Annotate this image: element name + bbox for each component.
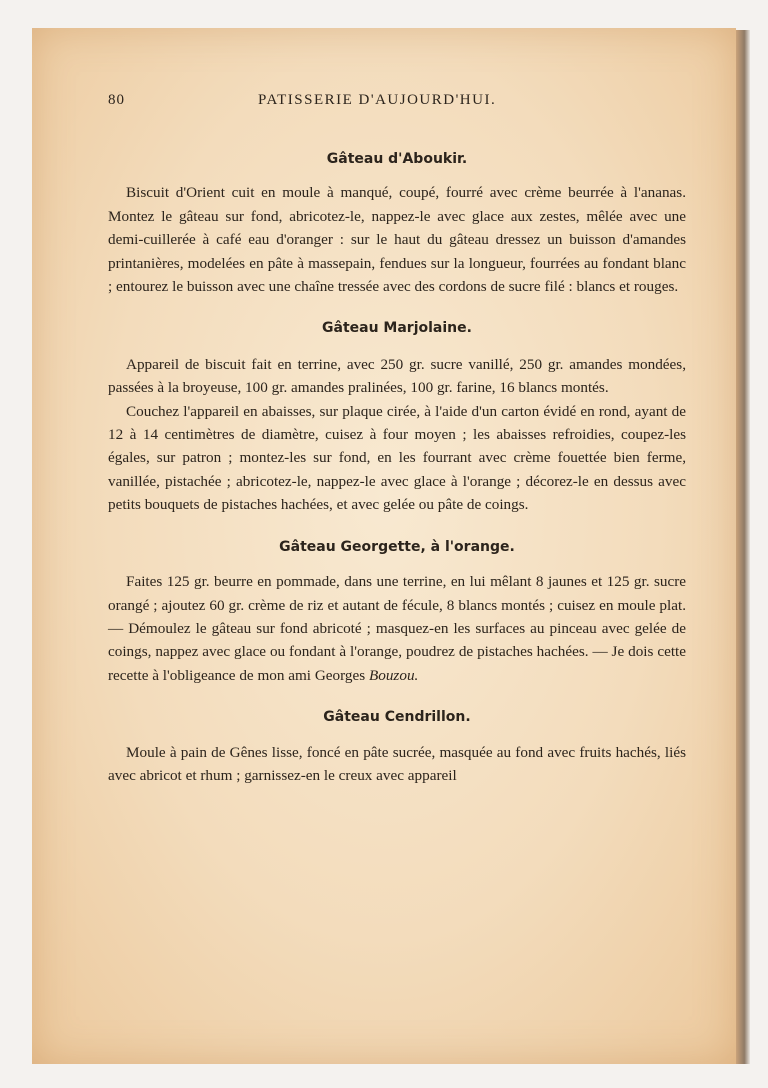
recipe-title: Gâteau Cendrillon. bbox=[323, 709, 471, 726]
page-number: 80 bbox=[108, 92, 125, 108]
book-spine-edge bbox=[736, 30, 750, 1064]
recipe-section-aboukir bbox=[108, 148, 686, 298]
recipe-paragraph: Appareil de biscuit fait en terrine, avec 250 gr. sucre vanillé, 250 gr. amandes mondées, passées à la broyeuse, 100 gr. amandes pralinées, 100 gr. farine, 16 blancs montés. bbox=[108, 355, 686, 397]
recipe-title: Gâteau d'Aboukir. bbox=[326, 151, 468, 167]
recipe-paragraph: Moule à pain de Gênes lisse, foncé en pâte sucrée, masquée au fond avec fruits hachés, liés avec abricot et rhum ; garnissez-en le creux avec appareil bbox=[108, 743, 686, 784]
recipe-section-marjolaine bbox=[108, 317, 686, 516]
recipe-title: Gâteau Georgette, à l'orange. bbox=[279, 538, 515, 555]
recipe-credit-name: Bouzou. bbox=[368, 666, 419, 684]
recipe-section-cendrillon bbox=[108, 706, 686, 787]
recipe-section-georgette bbox=[108, 536, 686, 687]
recipe-text: Faites 125 gr. beurre en pommade, dans une terrine, en lui mêlant 8 jaunes et 125 gr. sucre orangé ; ajoutez 60 gr. crème de riz et autant de fécule, 8 blancs montés ; cuisez en moule plat. — Démoulez le gâteau sur fond abricoté ; masquez-en les surfaces au pinceau avec gelée de coings, nappez avec glace ou fondant à l'orange, poudrez de pistaches hachées. — Je dois cette recette à l'obligeance de mon ami Georges bbox=[108, 573, 686, 684]
recipe-paragraph: Couchez l'appareil en abaisses, sur plaque cirée, à l'aide d'un carton évidé en rond, ayant de 12 à 14 centimètres de diamètre, cuisez à four moyen ; les abaisses refroidies, coupez-les égales, sur patron ; montez-les sur fond, en les fourrant avec crème fouettée bien ferme, vanillée, pistachée ; abricotez-le, nappez-le avec glace à l'orange ; décorez-le en dessus avec petits bouquets de pistaches hachées, et avec gelée ou pâte de coings. bbox=[108, 402, 686, 514]
page-content bbox=[108, 148, 686, 787]
recipe-paragraph: Biscuit d'Orient cuit en moule à manqué, coupé, fourré avec crème beurrée à l'ananas. Montez le gâteau sur fond, abricotez-le, nappez-le avec glace aux zestes, mêlée avec une demi-cuillerée à café eau d'oranger : sur le haut du gâteau dressez un buisson d'amandes printanières, modelées en pâte à massepain, fendues sur la longueur, fourrées au fondant blanc ; entourez le buisson avec une chaîne tressée avec des cordons de sucre filé : blancs et rouges. bbox=[108, 184, 686, 296]
recipe-title: Gâteau Marjolaine. bbox=[322, 320, 472, 337]
running-title: PATISSERIE D'AUJOURD'HUI. bbox=[258, 92, 497, 108]
recipe-paragraph bbox=[108, 570, 686, 687]
